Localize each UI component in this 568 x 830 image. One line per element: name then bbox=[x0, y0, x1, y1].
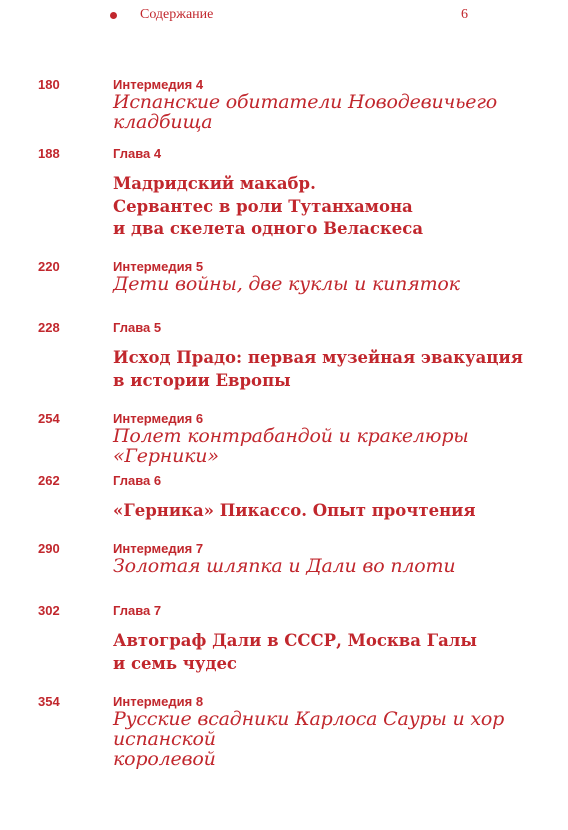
entry-label: Интермедия 5 bbox=[113, 259, 204, 274]
entry-page-number: 188 bbox=[38, 146, 60, 161]
entry-title-line: Мадридский макабр. bbox=[113, 174, 316, 193]
entry-page-number: 354 bbox=[38, 694, 60, 709]
entry-page-number: 262 bbox=[38, 473, 60, 488]
entry-page-number: 180 bbox=[38, 77, 60, 92]
page-header bbox=[0, 6, 568, 26]
entry-label: Интермедия 7 bbox=[113, 541, 204, 556]
entry-label: Глава 5 bbox=[113, 320, 162, 335]
entry-title-line: Автограф Дали в СССР, Москва Галы bbox=[113, 631, 477, 650]
entry-title: Золотая шляпка и Дали во плоти bbox=[113, 555, 456, 577]
entry-title bbox=[113, 709, 523, 769]
entry-page-number: 220 bbox=[38, 259, 60, 274]
entry-title bbox=[113, 173, 533, 241]
entry-title-line: и два скелета одного Веласкеса bbox=[113, 219, 424, 238]
entry-label: Интермедия 6 bbox=[113, 411, 204, 426]
entry-label: Глава 4 bbox=[113, 146, 162, 161]
entry-label: Глава 6 bbox=[113, 473, 162, 488]
entry-title-line: и семь чудес bbox=[113, 653, 237, 673]
entry-title-line: королевой bbox=[113, 748, 216, 770]
entry-title-line: в истории Европы bbox=[113, 370, 291, 390]
entry-title-line: Исход Прадо: первая музейная эвакуация bbox=[113, 348, 523, 367]
page-number: 6 bbox=[461, 7, 468, 22]
entry-page-number: 228 bbox=[38, 320, 60, 335]
entry-page-number: 254 bbox=[38, 411, 60, 426]
entry-label: Интермедия 8 bbox=[113, 694, 204, 709]
section-title: Содержание bbox=[140, 7, 214, 22]
entry-title-line: Сервантес в роли Тутанхамона bbox=[113, 196, 413, 216]
entry-label: Глава 7 bbox=[113, 603, 162, 618]
entry-title: Полет контрабандой и кракелюры «Герники» bbox=[113, 425, 469, 467]
entry-title bbox=[113, 347, 533, 392]
entry-title bbox=[113, 500, 533, 523]
entry-page-number: 290 bbox=[38, 541, 60, 556]
entry-page-number: 302 bbox=[38, 603, 60, 618]
entry-label: Интермедия 4 bbox=[113, 77, 204, 92]
entry-title-line: «Герника» Пикассо. Опыт прочтения bbox=[113, 501, 476, 520]
entry-title: Испанские обитатели Новодевичьего кладбища bbox=[113, 91, 497, 133]
entry-title-line: Русские всадники Карлоса Сауры и хор испанской bbox=[113, 708, 505, 750]
entry-title: Дети войны, две куклы и кипяток bbox=[113, 273, 460, 295]
bullet-icon bbox=[110, 12, 117, 19]
entry-title bbox=[113, 630, 533, 675]
